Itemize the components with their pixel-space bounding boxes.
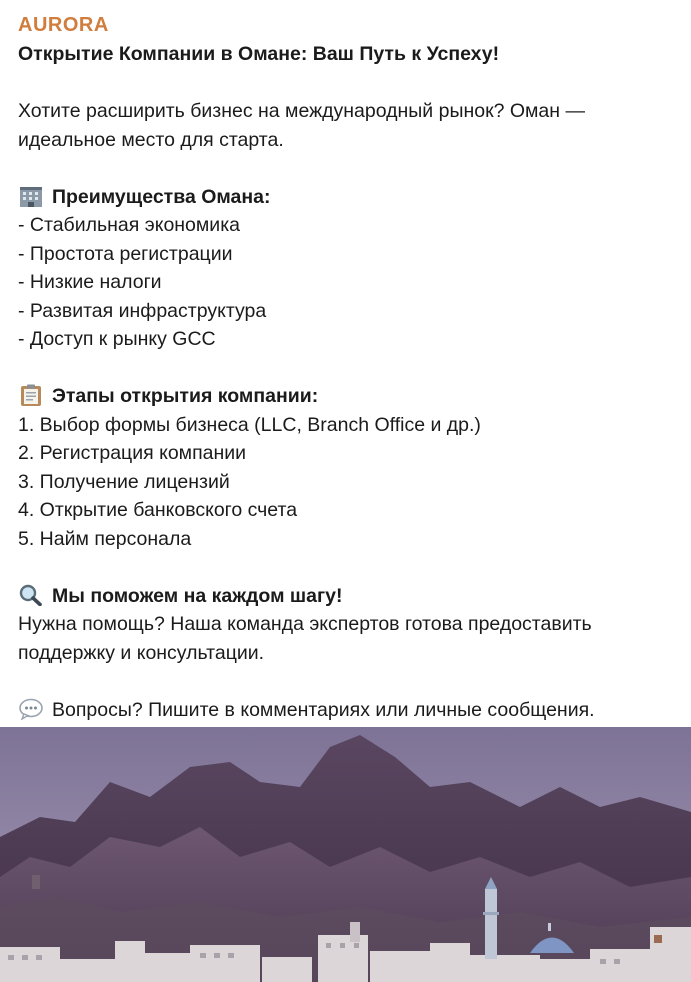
step-item: 5. Найм персонала <box>18 527 192 550</box>
intro-line-2: идеальное место для старта. <box>18 128 284 151</box>
advantages-heading-row <box>18 183 678 212</box>
step-item: 3. Получение лицензий <box>18 470 230 493</box>
magnifier-icon <box>18 584 44 606</box>
help-heading: Мы поможем на каждом шагу! <box>52 584 343 607</box>
help-text-line-1: Нужна помощь? Наша команда экспертов готова предоставить <box>18 613 592 635</box>
help-heading-row <box>18 582 678 611</box>
step-item: 1. Выбор формы бизнеса (LLC, Branch Office и др.) <box>18 413 481 436</box>
channel-name[interactable]: AURORA <box>18 14 109 36</box>
questions-row <box>18 696 678 725</box>
post-text <box>18 10 678 724</box>
advantage-item: - Стабильная экономика <box>18 214 241 236</box>
advantages-heading: Преимущества Омана: <box>52 185 271 208</box>
step-item: 2. Регистрация компании <box>18 442 247 464</box>
steps-heading: Этапы открытия компании: <box>52 385 319 407</box>
advantage-item: - Развитая инфраструктура <box>18 299 267 322</box>
speech-bubble-icon <box>18 698 44 720</box>
clipboard-icon <box>18 384 44 406</box>
questions-text: Вопросы? Пишите в комментариях или личные сообщения. <box>52 698 595 721</box>
advantage-item: - Низкие налоги <box>18 271 162 293</box>
mountain-city-photo[interactable] <box>0 727 691 982</box>
steps-heading-row <box>18 382 678 411</box>
intro-line-1: Хотите расширить бизнес на международный рынок? Оман — <box>18 100 585 122</box>
office-building-icon <box>18 185 44 207</box>
help-text-line-2: поддержку и консультации. <box>18 641 265 664</box>
advantage-item: - Доступ к рынку GCC <box>18 328 216 350</box>
post-title: Открытие Компании в Омане: Ваш Путь к Успеху! <box>18 43 500 65</box>
step-item: 4. Открытие банковского счета <box>18 499 298 521</box>
advantage-item: - Простота регистрации <box>18 242 233 265</box>
